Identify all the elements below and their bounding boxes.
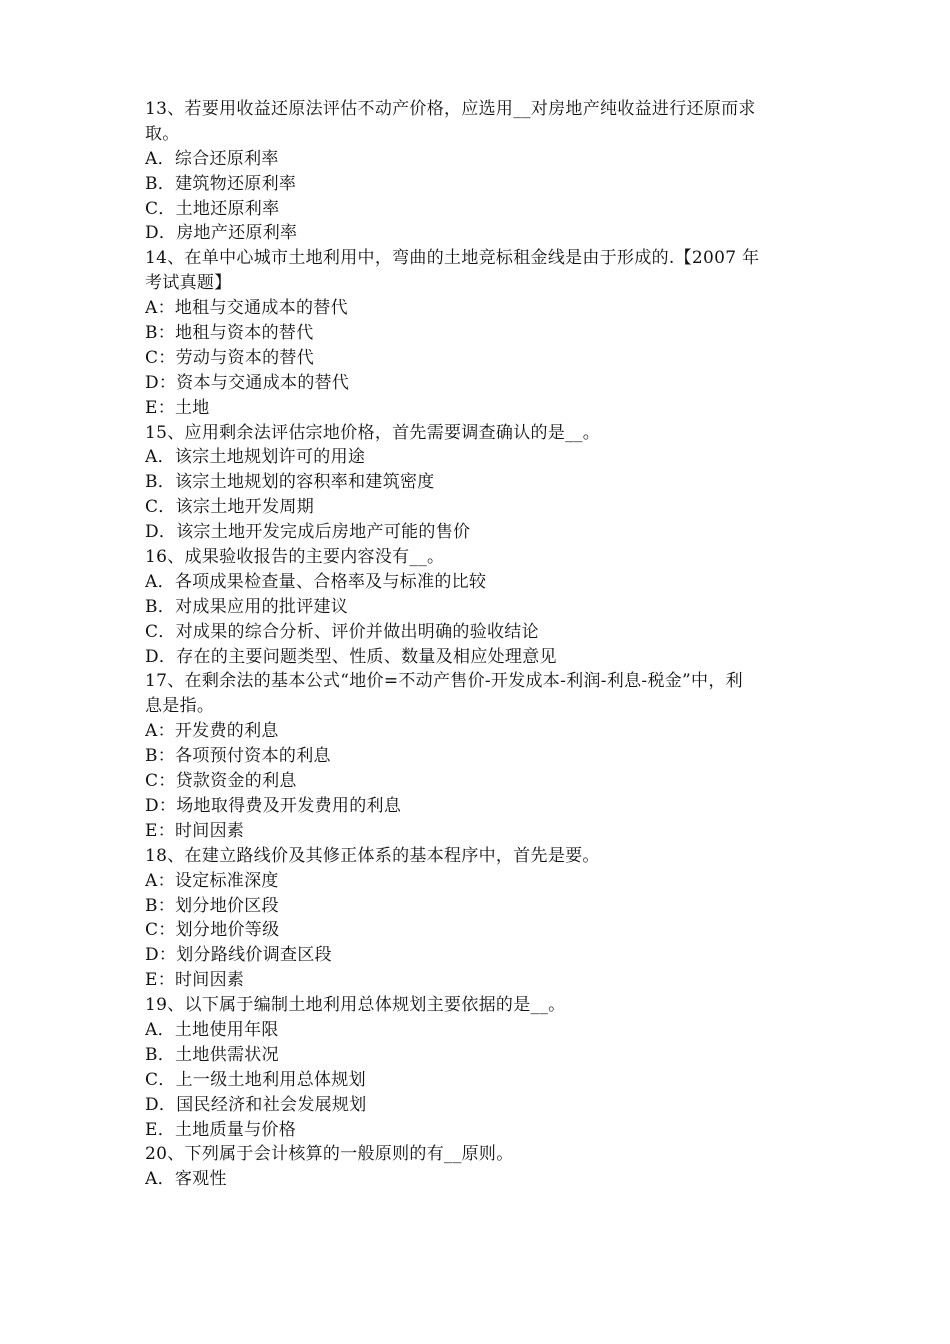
question-16-option-d: D．存在的主要问题类型、性质、数量及相应处理意见: [145, 646, 557, 667]
question-16-option-a: A．各项成果检查量、合格率及与标准的比较: [145, 571, 487, 592]
question-15-option-d: D．该宗土地开发完成后房地产可能的售价: [145, 522, 471, 543]
question-17-option-e: E：时间因素: [145, 820, 245, 841]
question-18-option-b: B：划分地价区段: [145, 895, 279, 916]
question-13-option-d: D．房地产还原利率: [145, 223, 298, 244]
question-18-option-a: A：设定标准深度: [145, 870, 279, 891]
question-17-option-b: B：各项预付资本的利息: [145, 746, 331, 767]
question-19-option-a: A．土地使用年限: [145, 1019, 279, 1040]
question-17-option-c: C：贷款资金的利息: [145, 771, 297, 792]
question-14-stem-continued: 考试真题】: [145, 273, 232, 294]
question-16-option-c: C．对成果的综合分析、评价并做出明确的验收结论: [145, 621, 539, 642]
question-17-option-a: A：开发费的利息: [145, 721, 279, 742]
question-15-option-b: B．该宗土地规划的容积率和建筑密度: [145, 472, 435, 493]
document-body: [145, 97, 810, 1192]
question-14-option-d: D：资本与交通成本的替代: [145, 372, 350, 393]
question-19-option-d: D．国民经济和社会发展规划: [145, 1094, 367, 1115]
question-13-option-b: B．建筑物还原利率: [145, 173, 297, 194]
question-17-option-d: D：场地取得费及开发费用的利息: [145, 795, 402, 816]
question-17-stem: 17、在剩余法的基本公式“地价=不动产售价-开发成本-利润-利息-税金”中，利: [145, 671, 743, 692]
question-15-stem: 15、应用剩余法评估宗地价格，首先需要调查确认的是__。: [145, 422, 601, 443]
question-13-stem-continued: 取。: [145, 123, 180, 144]
question-13-option-a: A．综合还原利率: [145, 148, 279, 169]
question-20-option-a: A．客观性: [145, 1169, 227, 1190]
question-18-option-d: D：划分路线价调查区段: [145, 945, 332, 966]
question-15-option-c: C．该宗土地开发周期: [145, 497, 315, 518]
question-18-option-c: C：划分地价等级: [145, 920, 280, 941]
question-20-stem: 20、下列属于会计核算的一般原则的有__原则。: [145, 1144, 514, 1165]
question-14-option-e: E：土地: [145, 397, 210, 418]
question-14-option-c: C：劳动与资本的替代: [145, 347, 315, 368]
question-15-option-a: A．该宗土地规划许可的用途: [145, 447, 366, 468]
question-16-option-b: B．对成果应用的批评建议: [145, 596, 349, 617]
question-14-option-a: A：地租与交通成本的替代: [145, 298, 348, 319]
question-17-stem-continued: 息是指。: [145, 696, 215, 717]
question-19-option-b: B．土地供需状况: [145, 1044, 279, 1065]
question-14-option-b: B：地租与资本的替代: [145, 323, 314, 344]
question-16-stem: 16、成果验收报告的主要内容没有__。: [145, 547, 445, 568]
question-19-option-e: E．土地质量与价格: [145, 1119, 297, 1140]
question-14-stem: 14、在单中心城市土地利用中，弯曲的土地竞标租金线是由于形成的.【2007 年: [145, 248, 760, 269]
question-13-stem: 13、若要用收益还原法评估不动产价格，应选用__对房地产纯收益进行还原而求: [145, 99, 756, 119]
question-18-option-e: E：时间因素: [145, 970, 245, 991]
question-13-option-c: C．土地还原利率: [145, 198, 280, 219]
question-19-option-c: C．上一级土地利用总体规划: [145, 1069, 366, 1090]
question-18-stem: 18、在建立路线价及其修正体系的基本程序中，首先是要。: [145, 845, 600, 866]
question-19-stem: 19、以下属于编制土地利用总体规划主要依据的是__。: [145, 995, 566, 1016]
